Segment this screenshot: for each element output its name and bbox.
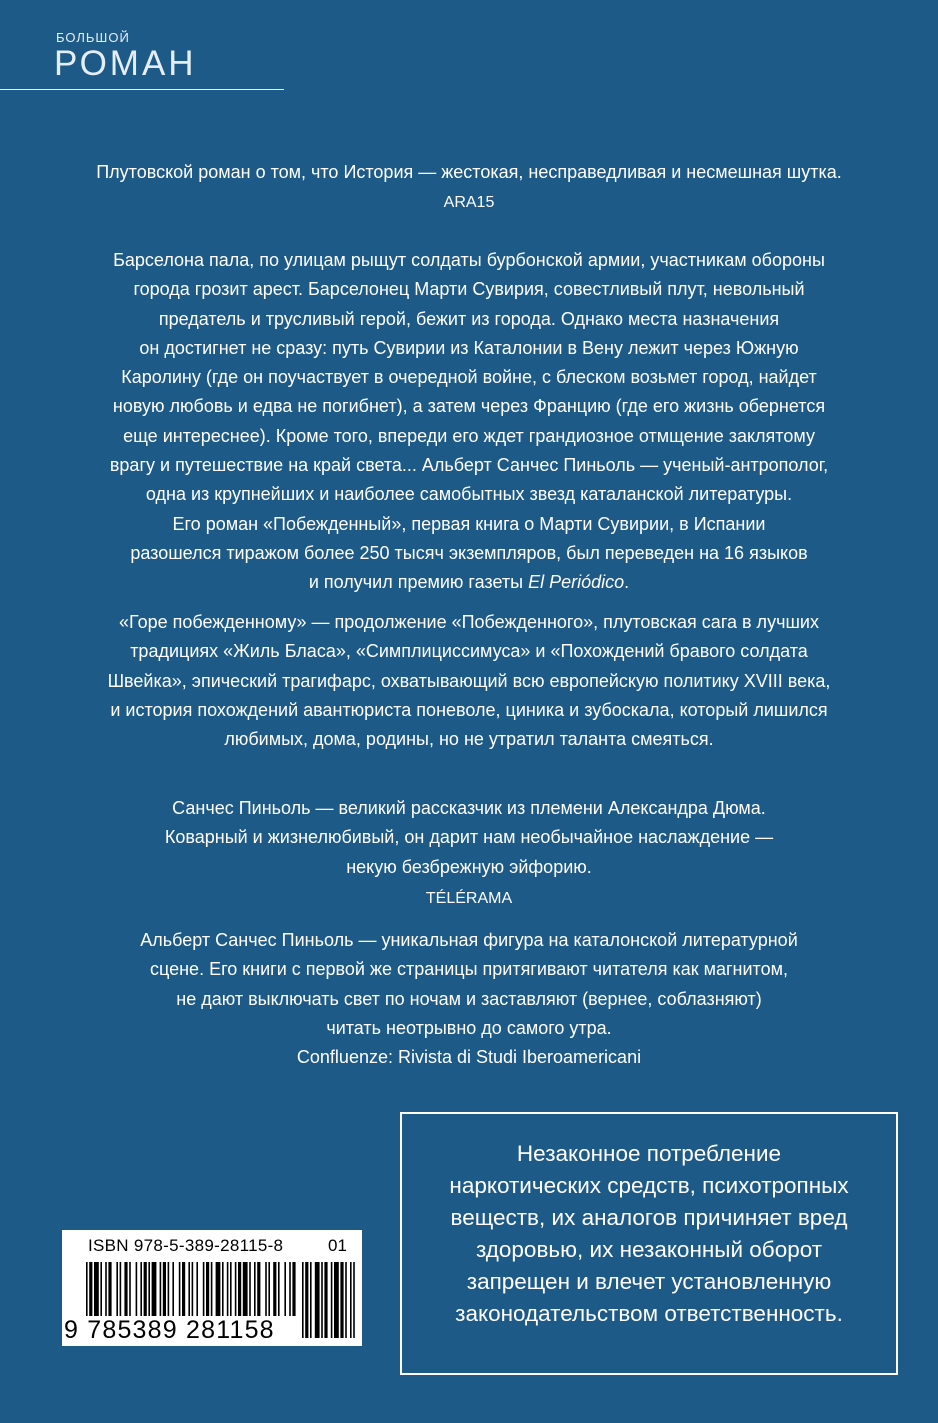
barcode-bar (100, 1262, 102, 1316)
continuation-line: и история похождений авантюриста поневоле, циника и зубоскала, который лишился (110, 699, 828, 720)
continuation-line: любимых, дома, родины, но не утратил таланта смеяться. (224, 729, 714, 750)
barcode-addon-bar (324, 1262, 327, 1338)
barcode-bar (284, 1262, 286, 1316)
barcode-bar (86, 1262, 88, 1316)
description-line: города грозит арест. Барселонец Марти Сувирия, совестливый плут, невольный (133, 279, 805, 300)
barcode-bar (160, 1262, 162, 1316)
quote-telerama-line: некую безбрежную эйфорию. (346, 856, 592, 877)
isbn-barcode (62, 1230, 362, 1346)
quote-telerama-line: Санчес Пиньоль — великий рассказчик из племени Александра Дюма. (172, 798, 766, 818)
barcode-bar (94, 1262, 99, 1316)
continuation-line: традициях «Жиль Бласа», «Симплициссимуса» и «Похождений бравого солдата (130, 641, 808, 662)
description (40, 246, 898, 598)
barcode-bar (168, 1262, 170, 1316)
barcode-bar (211, 1262, 213, 1316)
barcode-bar (129, 1262, 131, 1316)
warning-line: запрещен и влечет установленную (466, 1269, 832, 1294)
quote-confluenze (40, 926, 898, 1072)
barcode-bar (235, 1262, 237, 1316)
barcode-addon-bar (302, 1262, 304, 1338)
barcode-bar (182, 1262, 185, 1316)
description-last-suffix: . (624, 572, 630, 593)
description-line: разошелся тиражом более 250 тысяч экземпляров, был переведен на 16 языков (130, 542, 808, 563)
barcode-bar (257, 1262, 260, 1316)
barcode-bar (278, 1262, 280, 1316)
warning-line: законодательством ответственность. (455, 1301, 843, 1326)
description-line: предатель и трусливый герой, бежит из города. Однако места назначения (158, 308, 780, 329)
barcode-bar (289, 1262, 291, 1316)
quote-confluenze-line: Альберт Санчес Пиньоль — уникальная фигура на каталонской литературной (140, 930, 798, 950)
quote-confluenze-line: сцене. Его книги с первой же страницы притягивают читателя как магнитом, (150, 959, 788, 980)
barcode-bar (144, 1262, 147, 1316)
barcode-addon-bar (340, 1262, 343, 1338)
barcode-addon-bar (350, 1262, 352, 1338)
quote-telerama (40, 794, 898, 910)
warning-line: веществ, их аналогов причиняет вред (450, 1205, 848, 1230)
barcode-bar (268, 1262, 270, 1316)
barcode-bar (108, 1262, 111, 1316)
barcode-addon-bar (310, 1262, 312, 1338)
barcode-bar (172, 1262, 174, 1316)
barcode-addon-bar (353, 1262, 355, 1338)
barcode-addon-bar (334, 1262, 339, 1338)
series-logo-small: БОЛЬШОЙ (56, 30, 130, 45)
barcode-addon-bar (321, 1262, 323, 1338)
barcode-bar (188, 1262, 190, 1316)
description-continuation (40, 608, 898, 754)
description-line: новую любовь и едва не погибнет), а затем через Францию (где его жизнь обернется (112, 396, 826, 417)
series-logo-rule (0, 89, 284, 90)
barcode-bar (140, 1262, 142, 1316)
barcode-bar (179, 1262, 181, 1316)
barcode-bar (196, 1262, 198, 1316)
barcode-bar (243, 1262, 248, 1316)
quote-telerama-source: TÉLÉRAMA (425, 889, 513, 907)
description-line-last (40, 568, 898, 597)
newspaper-name: El Periódico (528, 572, 625, 593)
quote-ara (40, 158, 898, 214)
barcode-bar (216, 1262, 221, 1316)
barcode-bar (124, 1262, 127, 1316)
description-line: еще интереснее). Кроме того, впереди его ждет грандиозное отмщение заклятому (123, 425, 815, 446)
quote-telerama-line: Коварный и жизнелюбивый, он дарит нам необычайное наслаждение — (164, 827, 774, 848)
barcode-addon-bar (315, 1262, 320, 1338)
barcode-bar (136, 1262, 138, 1316)
continuation-line: «Горе побежденному» — продолжение «Побежденного», плутовская сага в лучших (119, 612, 819, 632)
barcode-bar (238, 1262, 241, 1316)
isbn-number: ISBN 978-5-389-28115-8 (88, 1236, 284, 1255)
health-warning-box (400, 1112, 898, 1375)
barcode-bar (89, 1262, 92, 1316)
barcode-bar (192, 1262, 194, 1316)
barcode-bar (249, 1262, 251, 1316)
barcode-addon-bar (305, 1262, 308, 1338)
barcode-addon-bar (345, 1262, 347, 1338)
barcode-bar (203, 1262, 205, 1316)
warning-line: Незаконное потребление (516, 1141, 782, 1166)
barcode-bar (163, 1262, 166, 1316)
quote-confluenze-line: читать неотрывно до самого утра. (326, 1017, 612, 1038)
quote-ara-text: Плутовской роман о том, что История — жестокая, несправедливая и несмешная шутка. (96, 162, 842, 182)
barcode-bar (206, 1262, 209, 1316)
isbn-addon: 01 (328, 1236, 347, 1255)
barcode-bar (273, 1262, 276, 1316)
description-line: он достигнет не сразу: путь Сувирии из Каталонии в Вену лежит через Южную (139, 337, 799, 358)
warning-line: наркотических средств, психотропных (449, 1173, 849, 1198)
barcode-addon-bar (331, 1262, 333, 1338)
series-logo (54, 30, 234, 110)
description-line: врагу и путешествие на край света... Альберт Санчес Пиньоль — ученый-антрополог, (109, 455, 829, 476)
barcode-bar (292, 1262, 295, 1316)
barcode-bar (222, 1262, 224, 1316)
description-line: Барселона пала, по улицам рыщут солдаты бурбонской армии, участникам обороны (113, 250, 825, 270)
description-last-prefix: и получил премию газеты (308, 572, 529, 593)
barcode-bar (148, 1262, 150, 1316)
description-line: Каролину (где он поучаствует в очередной войне, с блеском возьмет город, найдет (121, 367, 817, 388)
description-line: Его роман «Побежденный», первая книга о Марти Сувирии, в Испании (172, 513, 766, 534)
health-warning-text (402, 1138, 896, 1330)
barcode-bar (152, 1262, 157, 1316)
description-line: одна из крупнейших и наиболее самобытных звезд каталанской литературы. (145, 484, 793, 505)
barcode-bar (254, 1262, 256, 1316)
barcode-bar (105, 1262, 107, 1316)
barcode-bar (227, 1262, 229, 1316)
continuation-line: Швейка», эпический трагифарс, охватывающий всю европейскую политику XVIII века, (107, 670, 831, 691)
series-logo-big: РОМАН (54, 44, 197, 83)
barcode-bar (265, 1262, 267, 1316)
barcode-bar (120, 1262, 122, 1316)
warning-line: здоровью, их незаконный оборот (475, 1237, 823, 1262)
barcode-digits: 9 785389 281158 (64, 1316, 275, 1344)
barcode-bar (230, 1262, 232, 1316)
barcode-bar (116, 1262, 118, 1316)
quote-ara-source: ARA15 (443, 194, 495, 211)
quote-confluenze-source: Confluenze: Rivista di Studi Iberoamericani (296, 1047, 642, 1068)
quote-confluenze-line: не дают выключать свет по ночам и заставляют (вернее, соблазняют) (176, 988, 762, 1009)
